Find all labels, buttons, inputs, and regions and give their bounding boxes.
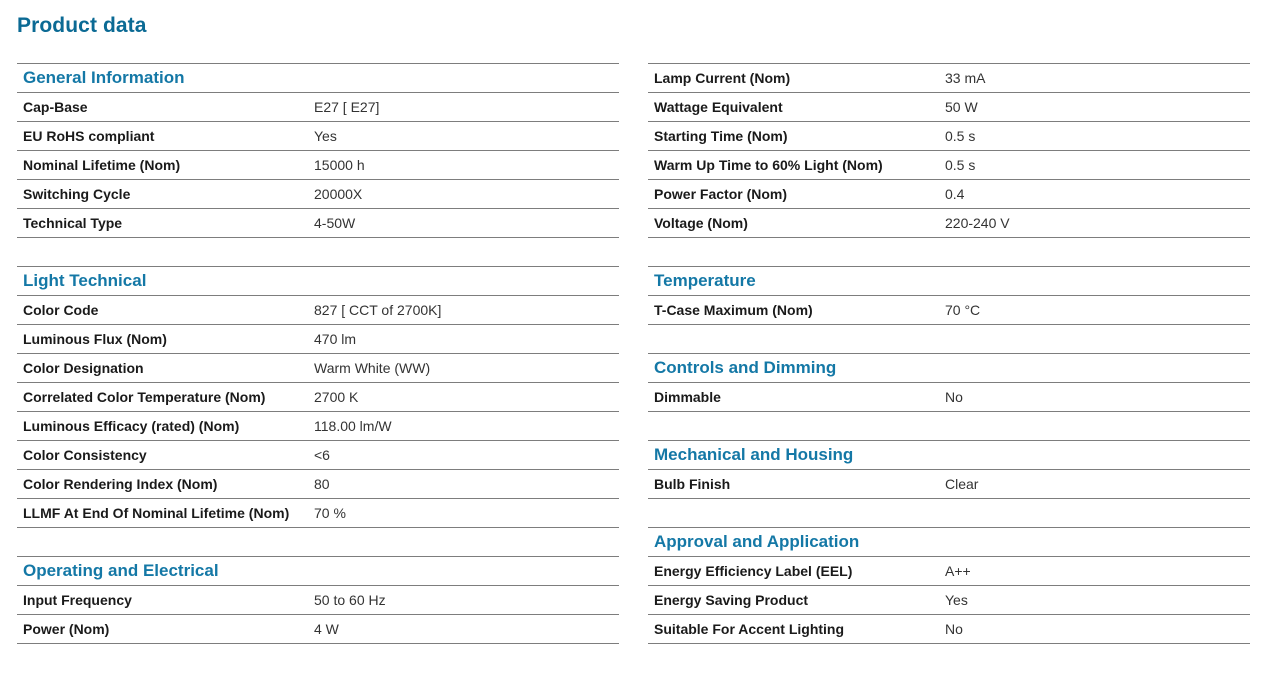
row-label: Color Consistency — [23, 447, 147, 463]
table-row — [17, 499, 619, 528]
table-row — [17, 180, 619, 209]
table-row — [648, 557, 1250, 586]
section-light-technical — [17, 266, 619, 528]
section-spacer — [648, 499, 1250, 527]
row-label: Input Frequency — [23, 592, 132, 608]
row-label: Switching Cycle — [23, 186, 131, 202]
row-label: Dimmable — [654, 389, 721, 405]
row-label: LLMF At End Of Nominal Lifetime (Nom) — [23, 505, 290, 521]
row-value: Clear — [945, 476, 979, 492]
section-heading: General Information — [17, 63, 619, 93]
row-label: Energy Saving Product — [654, 592, 809, 608]
row-value: 15000 h — [314, 157, 365, 173]
section-spacer — [17, 528, 619, 556]
section-spacer — [17, 238, 619, 266]
table-row — [648, 151, 1250, 180]
table-row — [17, 354, 619, 383]
section-temperature — [648, 266, 1250, 325]
right-column — [648, 63, 1250, 644]
table-row — [17, 296, 619, 325]
row-value: 4 W — [314, 621, 339, 637]
section-spacer — [648, 412, 1250, 440]
section-general-information — [17, 63, 619, 238]
row-value: A++ — [945, 563, 971, 579]
row-value: <6 — [314, 447, 330, 463]
row-label: Warm Up Time to 60% Light (Nom) — [654, 157, 883, 173]
section-spacer — [648, 238, 1250, 266]
row-value: No — [945, 389, 963, 405]
row-value: 50 W — [945, 99, 978, 115]
row-value: No — [945, 621, 963, 637]
row-value: 80 — [314, 476, 330, 492]
row-value: 0.5 s — [945, 157, 976, 173]
row-value: 50 to 60 Hz — [314, 592, 386, 608]
page-title: Product data — [17, 14, 147, 37]
row-value: 0.4 — [945, 186, 965, 202]
section-approval-and-application — [648, 527, 1250, 644]
row-label: Wattage Equivalent — [654, 99, 783, 115]
row-value: 2700 K — [314, 389, 359, 405]
row-value: 118.00 lm/W — [314, 418, 392, 434]
section-spacer — [648, 325, 1250, 353]
row-value: 20000X — [314, 186, 363, 202]
table-row — [648, 93, 1250, 122]
table-row — [17, 615, 619, 644]
row-label: Luminous Flux (Nom) — [23, 331, 167, 347]
section-right-0 — [648, 63, 1250, 238]
table-row — [17, 122, 619, 151]
table-row — [648, 470, 1250, 499]
table-row — [17, 412, 619, 441]
row-label: Voltage (Nom) — [654, 215, 748, 231]
row-label: T-Case Maximum (Nom) — [654, 302, 813, 318]
section-heading: Approval and Application — [648, 527, 1250, 557]
table-row — [17, 470, 619, 499]
row-value: Yes — [314, 128, 337, 144]
table-row — [17, 383, 619, 412]
row-value: Yes — [945, 592, 968, 608]
row-label: Bulb Finish — [654, 476, 731, 492]
section-mechanical-and-housing — [648, 440, 1250, 499]
row-value: 4-50W — [314, 215, 356, 231]
table-row — [17, 93, 619, 122]
table-row — [648, 296, 1250, 325]
row-label: Suitable For Accent Lighting — [654, 621, 845, 637]
row-value: E27 [ E27] — [314, 99, 380, 115]
row-label: Power Factor (Nom) — [654, 186, 788, 202]
row-value: 470 lm — [314, 331, 357, 347]
section-controls-and-dimming — [648, 353, 1250, 412]
table-row — [17, 441, 619, 470]
table-row — [648, 383, 1250, 412]
section-heading: Mechanical and Housing — [648, 440, 1250, 470]
row-value: 70 °C — [945, 302, 981, 318]
table-row — [648, 180, 1250, 209]
table-row — [17, 586, 619, 615]
table-row — [17, 151, 619, 180]
row-value: 0.5 s — [945, 128, 976, 144]
section-heading: Operating and Electrical — [17, 556, 619, 586]
row-label: Nominal Lifetime (Nom) — [23, 157, 181, 173]
row-label: Energy Efficiency Label (EEL) — [654, 563, 853, 579]
row-label: Correlated Color Temperature (Nom) — [23, 389, 266, 405]
table-row — [648, 63, 1250, 93]
left-column — [17, 63, 619, 644]
row-label: Color Rendering Index (Nom) — [23, 476, 218, 492]
row-label: EU RoHS compliant — [23, 128, 155, 144]
table-row — [648, 615, 1250, 644]
row-value: 220-240 V — [945, 215, 1010, 231]
section-heading: Temperature — [648, 266, 1250, 296]
row-label: Color Designation — [23, 360, 144, 376]
row-label: Luminous Efficacy (rated) (Nom) — [23, 418, 240, 434]
row-label: Power (Nom) — [23, 621, 110, 637]
row-label: Lamp Current (Nom) — [654, 70, 791, 86]
row-value: 33 mA — [945, 70, 986, 86]
row-value: Warm White (WW) — [314, 360, 431, 376]
table-row — [648, 586, 1250, 615]
section-operating-and-electrical — [17, 556, 619, 644]
row-label: Technical Type — [23, 215, 123, 231]
row-label: Starting Time (Nom) — [654, 128, 788, 144]
section-heading: Controls and Dimming — [648, 353, 1250, 383]
row-value: 827 [ CCT of 2700K] — [314, 302, 442, 318]
table-row — [648, 122, 1250, 151]
section-heading: Light Technical — [17, 266, 619, 296]
row-label: Color Code — [23, 302, 99, 318]
table-row — [648, 209, 1250, 238]
row-value: 70 % — [314, 505, 346, 521]
row-label: Cap-Base — [23, 99, 88, 115]
table-row — [17, 325, 619, 354]
table-row — [17, 209, 619, 238]
